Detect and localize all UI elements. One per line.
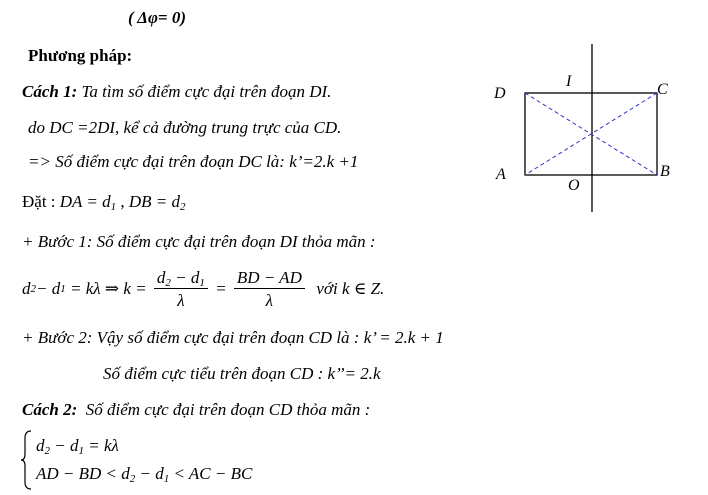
fraction-2 <box>234 268 305 310</box>
fraction-1-denominator: λ <box>177 291 185 310</box>
minima-text: Số điểm cực tiểu trên đoạn CD : k’’= 2.k <box>103 364 381 383</box>
dat-sub1: 1 <box>110 201 117 213</box>
fraction-2-numerator: BD − AD <box>234 268 305 289</box>
dat-expr1: DA = d <box>59 192 111 211</box>
cach2-text: Số điểm cực đại trên đoạn CD thỏa mãn : <box>77 400 371 419</box>
eq-tail: với k ∈ Z. <box>307 279 385 298</box>
method-heading: Phương pháp: <box>28 46 133 65</box>
label-b: B <box>660 163 670 180</box>
fraction-2-denominator: λ <box>265 291 274 310</box>
cach1-line3-formula: k’=2.k +1 <box>289 152 359 171</box>
label-i: I <box>566 73 572 90</box>
label-o: O <box>568 177 580 194</box>
cach1-line3-text: => Số điểm cực đại trên đoạn DC là: <box>28 152 290 171</box>
cach1-label: Cách 1: <box>22 82 78 101</box>
label-a: A <box>496 166 506 183</box>
cach1-line3 <box>28 152 358 172</box>
eq-d2: d <box>22 279 31 298</box>
cach1-line <box>22 82 331 102</box>
dat-sub2: 2 <box>180 201 186 213</box>
cach1-text: Ta tìm số điểm cực đại trên đoạn DI. <box>77 82 332 101</box>
eq-equals: = <box>210 279 231 298</box>
dat-label: Đặt : <box>22 192 60 211</box>
system-eq2: AD − BD < $d_2 - d_1$ < AC − BC <box>36 464 253 485</box>
step1-text: + Bước 1: Số điểm cực đại trên đoạn DI thỏa mãn : <box>22 232 376 251</box>
label-d: D <box>494 85 506 102</box>
cach2-label: Cách 2: <box>22 400 78 419</box>
rectangle-diagram <box>480 40 690 220</box>
dat-sep: , <box>116 192 129 211</box>
system-brace <box>20 430 32 490</box>
step2-text: + Bước 2: Vậy số điểm cực đại trên đoạn CD là : k’ = 2.k + 1 <box>22 328 444 347</box>
dat-line <box>22 192 186 212</box>
system-eq1: $d_2 - d_1 = k\lambda$ <box>36 436 119 457</box>
cach2-line <box>22 400 370 420</box>
label-c: C <box>657 81 668 98</box>
eq-rest: = kλ ⇒ k = <box>65 279 151 298</box>
step1-equation: d 2 − d 1 = kλ ⇒ k = $\frac{d_2 - d_1}{\lambda}$ = $\frac{BD - AD}{\lambda}$ với k ∈ Z. <box>22 268 385 310</box>
dat-expr2: DB = d <box>128 192 180 211</box>
fraction-1-numerator: $d_2 - d_1$ <box>154 268 208 289</box>
phase-condition: ( Δφ= 0) <box>128 8 186 27</box>
fraction-1 <box>154 268 208 310</box>
cach1-line2: do DC =2DI, kể cả đường trung trực của CD. <box>28 118 342 137</box>
eq-minus: − d <box>36 279 61 298</box>
